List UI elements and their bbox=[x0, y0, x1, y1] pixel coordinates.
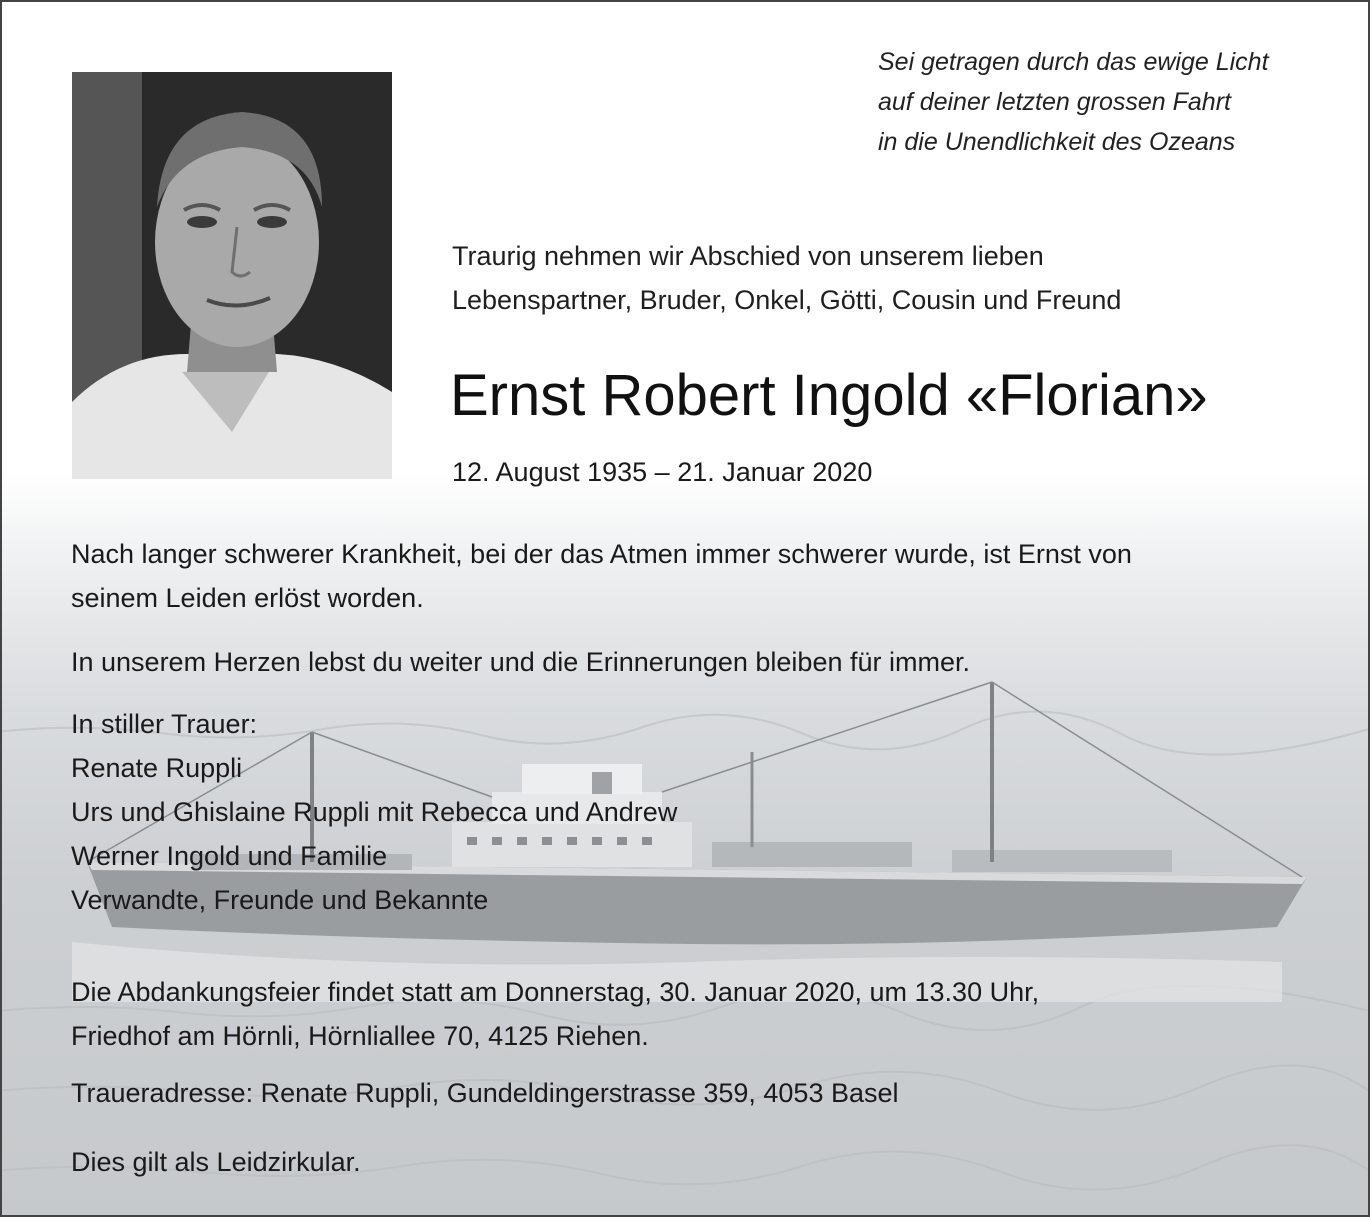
motto-line-3: in die Unendlichkeit des Ozeans bbox=[878, 128, 1236, 156]
circular-note bbox=[71, 1140, 361, 1184]
mourners-list bbox=[71, 702, 677, 922]
motto-line-1: Sei getragen durch das ewige Licht bbox=[878, 48, 1269, 76]
mourning-address bbox=[71, 1071, 899, 1115]
intro-line-2: Lebenspartner, Bruder, Onkel, Götti, Cousin und Freund bbox=[452, 285, 1122, 315]
memory-line: In unserem Herzen lebst du weiter und die Erinnerungen bleiben für immer. bbox=[71, 647, 970, 677]
ceremony-paragraph bbox=[71, 970, 1039, 1058]
motto-verse bbox=[878, 42, 1269, 162]
mourner-name: Renate Ruppli bbox=[71, 753, 243, 783]
circular-line: Dies gilt als Leidzirkular. bbox=[71, 1147, 361, 1177]
mourners-heading: In stiller Trauer: bbox=[71, 709, 258, 739]
intro-line-1: Traurig nehmen wir Abschied von unserem lieben bbox=[452, 241, 1044, 271]
portrait-image bbox=[72, 72, 392, 479]
mourner-name: Verwandte, Freunde und Bekannte bbox=[71, 885, 489, 915]
memory-paragraph bbox=[71, 640, 970, 684]
intro-text bbox=[452, 234, 1121, 322]
ceremony-line-1: Die Abdankungsfeier findet statt am Donnerstag, 30. Januar 2020, um 13.30 Uhr, bbox=[71, 977, 1040, 1007]
life-dates: 12. August 1935 – 21. Januar 2020 bbox=[452, 457, 873, 487]
portrait-photo bbox=[72, 72, 392, 479]
mourner-name: Werner Ingold und Familie bbox=[71, 841, 388, 871]
deceased-name: Ernst Robert Ingold «Florian» bbox=[450, 363, 1208, 428]
ceremony-line-2: Friedhof am Hörnli, Hörnliallee 70, 4125 Riehen. bbox=[71, 1021, 649, 1051]
mourner-name: Urs und Ghislaine Ruppli mit Rebecca und Andrew bbox=[71, 797, 678, 827]
illness-paragraph bbox=[71, 532, 1132, 620]
motto-line-2: auf deiner letzten grossen Fahrt bbox=[878, 88, 1231, 116]
illness-line-1: Nach langer schwerer Krankheit, bei der das Atmen immer schwerer wurde, ist Ernst von bbox=[71, 539, 1132, 569]
address-line: Traueradresse: Renate Ruppli, Gundeldingerstrasse 359, 4053 Basel bbox=[71, 1078, 899, 1108]
illness-line-2: seinem Leiden erlöst worden. bbox=[71, 583, 424, 613]
